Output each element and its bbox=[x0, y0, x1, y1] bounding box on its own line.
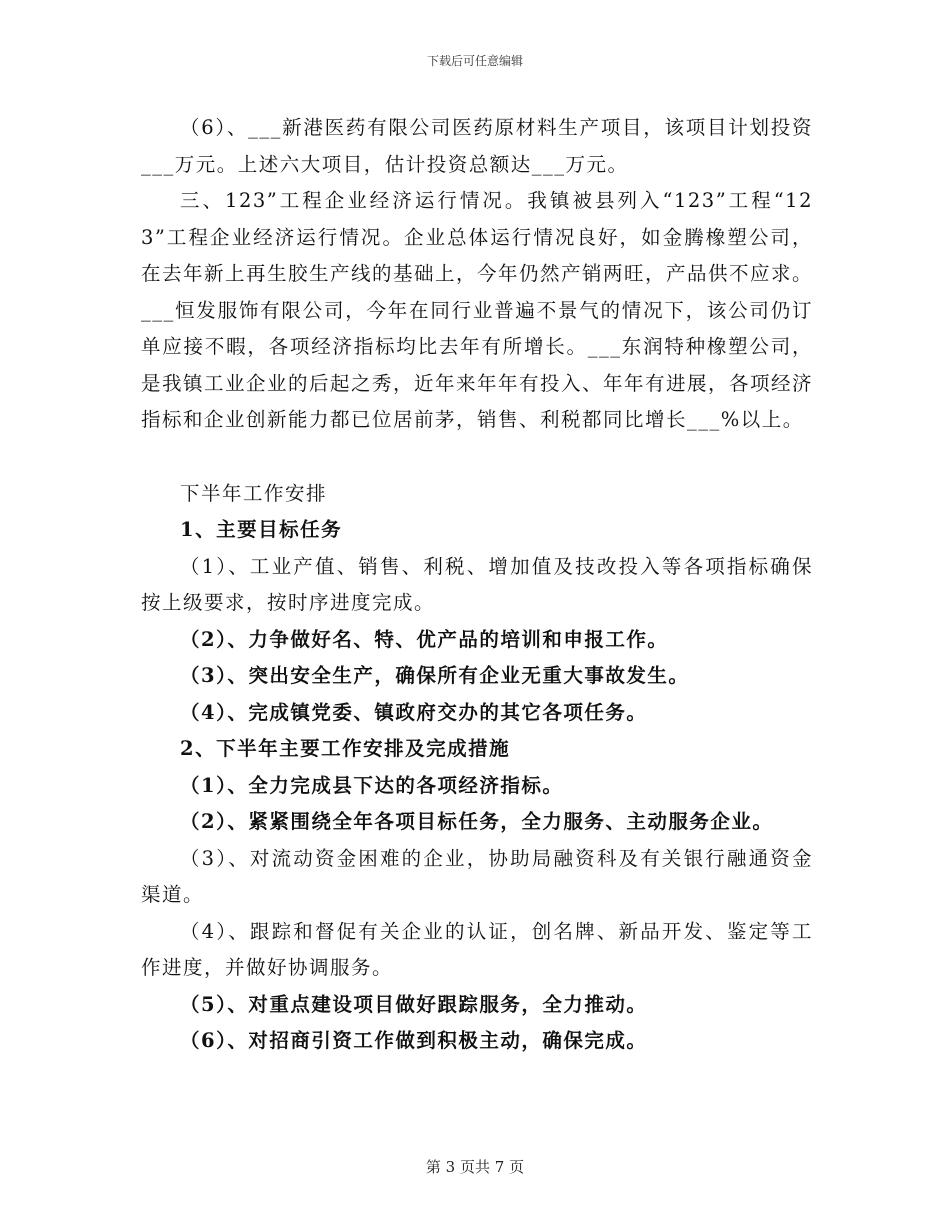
paragraph-123-project: 三、123”工程企业经济运行情况。我镇被县列入“123”工程“123”工程企业经济运行情况。企业总体运行情况良好，如金腾橡塑公司，在去年新上再生胶生产线的基础上，今年仍然产销两旺，产品供不应求。___恒发服饰有限公司，今年在同行业普遍不景气的情况下，该公司仍订单应接不暇，各项经济指标均比去年有所增长。___东润特种橡塑公司，是我镇工业企业的后起之秀，近年来年年有投入、年年有进展，各项经济指标和企业创新能力都已位居前茅，销售、利税都同比增长___%以上。 bbox=[141, 189, 814, 431]
target-item-3: （3）、突出安全生产，确保所有企业无重大事故发生。 bbox=[180, 664, 690, 687]
heading-work-arrangement: 2、下半年主要工作安排及完成措施 bbox=[180, 737, 511, 760]
measure-item-1: （1）、全力完成县下达的各项经济指标。 bbox=[180, 773, 564, 797]
paragraph-project-6: （6）、___新港医药有限公司医药原材料生产项目，该项目计划投资___万元。上述六大项目，估计投资总额达___万元。 bbox=[141, 116, 813, 176]
measure-item-6: （6）、对招商引资工作做到积极主动，确保完成。 bbox=[180, 1029, 648, 1052]
target-item-4: （4）、完成镇党委、镇政府交办的其它各项任务。 bbox=[180, 700, 648, 724]
target-item-1: （1）、工业产值、销售、利税、增加值及技改投入等各项指标确保按上级要求，按时序进度完成。 bbox=[141, 554, 813, 614]
page-number: 第 3 页共 7 页 bbox=[425, 1158, 525, 1176]
heading-main-targets: 1、主要目标任务 bbox=[180, 518, 343, 541]
page-header-note: 下载后可任意编辑 bbox=[426, 54, 523, 68]
measure-item-3: （3）、对流动资金困难的企业，协助局融资科及有关银行融通资金渠道。 bbox=[141, 846, 813, 906]
document-body bbox=[141, 110, 813, 1060]
measure-item-2: （2）、紧紧围绕全年各项目标任务，全力服务、主动服务企业。 bbox=[180, 810, 774, 833]
target-item-2: （2）、力争做好名、特、优产品的培训和申报工作。 bbox=[180, 627, 669, 651]
measure-item-4: （4）、跟踪和督促有关企业的认证，创名牌、新品开发、鉴定等工作进度，并做好协调服务。 bbox=[141, 919, 813, 979]
section-title-second-half: 下半年工作安排 bbox=[180, 481, 328, 505]
measure-item-5: （5）、对重点建设项目做好跟踪服务，全力推动。 bbox=[180, 992, 648, 1016]
